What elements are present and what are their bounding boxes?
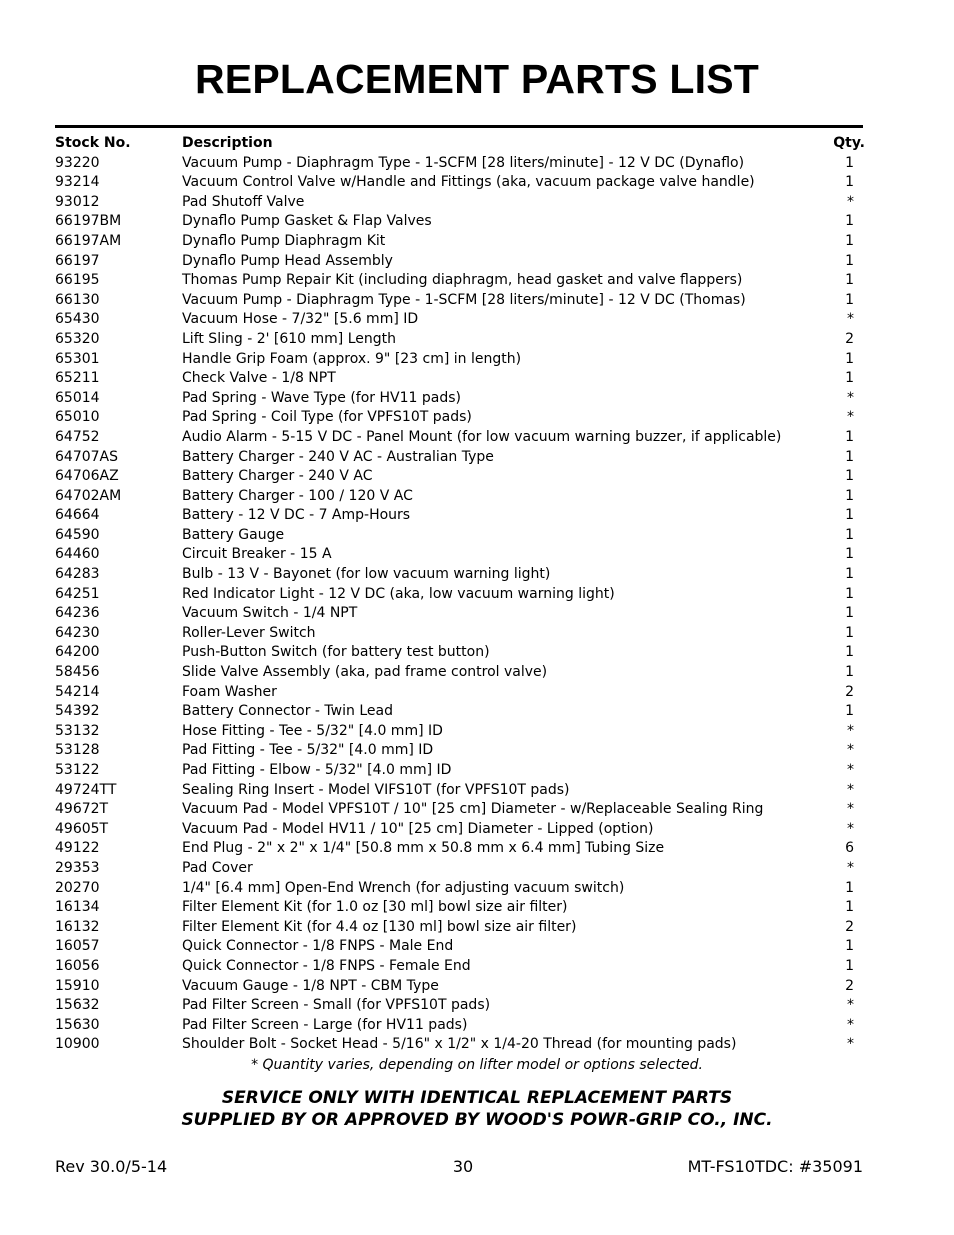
description-cell: Filter Element Kit (for 1.0 oz [30 ml] bowl size air filter) bbox=[182, 899, 568, 916]
description-cell: Pad Fitting - Elbow - 5/32" [4.0 mm] ID bbox=[182, 762, 452, 778]
parts-table bbox=[55, 134, 865, 1055]
qty-cell: 2 bbox=[845, 330, 854, 347]
qty-cell: 1 bbox=[845, 370, 854, 387]
description-cell: Foam Washer bbox=[182, 683, 277, 700]
description-cell: Battery - 12 V DC - 7 Amp-Hours bbox=[182, 507, 411, 524]
qty-cell: 1 bbox=[845, 899, 854, 916]
description-cell: Check Valve - 1/8 NPT bbox=[182, 370, 336, 387]
qty-cell: 1 bbox=[845, 879, 854, 896]
stock-no-cell: 93220 bbox=[55, 154, 100, 171]
description-cell: Vacuum Pump - Diaphragm Type - 1-SCFM [28 liters/minute] - 12 V DC (Thomas) bbox=[182, 291, 746, 308]
table-row bbox=[55, 173, 865, 193]
description-cell: Pad Filter Screen - Small (for VPFS10T pads) bbox=[182, 997, 491, 1014]
footer-revision: Rev 30.0/5-14 bbox=[55, 1157, 168, 1176]
table-row bbox=[55, 330, 865, 350]
stock-no-cell: 49122 bbox=[55, 840, 100, 857]
description-cell: 1/4" [6.4 mm] Open-End Wrench (for adjusting vacuum switch) bbox=[182, 879, 625, 896]
qty-cell: 1 bbox=[845, 252, 854, 269]
stock-no-cell: 15630 bbox=[55, 1016, 100, 1033]
qty-cell: 1 bbox=[845, 526, 854, 543]
description-cell: Quick Connector - 1/8 FNPS - Male End bbox=[182, 938, 454, 955]
table-row bbox=[55, 350, 865, 370]
footer-document-id: MT-FS10TDC: #35091 bbox=[687, 1157, 863, 1176]
stock-no-cell: 66197 bbox=[55, 252, 100, 269]
qty-cell: 1 bbox=[845, 664, 854, 681]
stock-no-cell: 65430 bbox=[55, 311, 100, 328]
table-row bbox=[55, 310, 865, 330]
description-cell: Thomas Pump Repair Kit (including diaphragm, head gasket and valve flappers) bbox=[182, 272, 743, 289]
qty-cell: 1 bbox=[845, 546, 854, 563]
footer-page-number: 30 bbox=[452, 1157, 474, 1176]
table-row bbox=[55, 800, 865, 820]
description-cell: Pad Fitting - Tee - 5/32" [4.0 mm] ID bbox=[182, 742, 434, 759]
description-cell: Hose Fitting - Tee - 5/32" [4.0 mm] ID bbox=[182, 722, 443, 739]
description-cell: Vacuum Pad - Model HV11 / 10" [25 cm] Diameter - Lipped (option) bbox=[182, 820, 654, 837]
description-cell: Vacuum Pad - Model VPFS10T / 10" [25 cm] Diameter - w/Replaceable Sealing Ring bbox=[182, 801, 764, 818]
qty-cell: 1 bbox=[845, 232, 854, 249]
stock-no-cell: 16132 bbox=[55, 918, 100, 935]
description-cell: Vacuum Pump - Diaphragm Type - 1-SCFM [28 liters/minute] - 12 V DC (Dynaflo) bbox=[182, 154, 745, 171]
service-notice bbox=[0, 1087, 954, 1131]
stock-no-cell: 64702AM bbox=[55, 487, 122, 504]
stock-no-cell: 64752 bbox=[55, 428, 100, 445]
description-cell: Push-Button Switch (for battery test button) bbox=[182, 644, 490, 661]
header-qty: Qty. bbox=[833, 135, 865, 151]
table-header bbox=[55, 134, 865, 154]
stock-no-cell: 65211 bbox=[55, 370, 100, 387]
qty-cell: 1 bbox=[845, 154, 854, 171]
stock-no-cell: 49672T bbox=[55, 801, 109, 818]
service-notice-line-1: SERVICE ONLY WITH IDENTICAL REPLACEMENT PARTS bbox=[221, 1088, 733, 1108]
qty-cell: 1 bbox=[845, 957, 854, 974]
qty-cell: 1 bbox=[845, 350, 854, 367]
stock-no-cell: 64706AZ bbox=[55, 468, 119, 485]
table-row bbox=[55, 839, 865, 859]
table-row bbox=[55, 428, 865, 448]
stock-no-cell: 65301 bbox=[55, 350, 100, 367]
qty-cell: * bbox=[847, 1036, 854, 1053]
qty-cell: 1 bbox=[845, 487, 854, 504]
stock-no-cell: 16056 bbox=[55, 957, 100, 974]
description-cell: Circuit Breaker - 15 A bbox=[182, 546, 332, 563]
qty-cell: 1 bbox=[845, 624, 854, 641]
service-notice-line-2: SUPPLIED BY OR APPROVED BY WOOD'S POWR-GRIP CO., INC. bbox=[181, 1110, 773, 1130]
header-description: Description bbox=[182, 135, 273, 151]
table-row bbox=[55, 1016, 865, 1036]
description-cell: End Plug - 2" x 2" x 1/4" [50.8 mm x 50.8 mm x 6.4 mm] Tubing Size bbox=[182, 840, 665, 857]
table-row bbox=[55, 545, 865, 565]
description-cell: Pad Cover bbox=[182, 859, 253, 876]
page-title: REPLACEMENT PARTS LIST bbox=[195, 56, 759, 102]
description-cell: Battery Charger - 100 / 120 V AC bbox=[182, 487, 413, 504]
stock-no-cell: 65320 bbox=[55, 330, 100, 347]
qty-cell: 2 bbox=[845, 977, 854, 994]
qty-cell: 1 bbox=[845, 448, 854, 465]
description-cell: Vacuum Hose - 7/32" [5.6 mm] ID bbox=[182, 311, 419, 328]
table-row bbox=[55, 996, 865, 1016]
stock-no-cell: 64200 bbox=[55, 644, 100, 661]
header-stock-no: Stock No. bbox=[55, 135, 131, 151]
stock-no-cell: 16134 bbox=[55, 899, 100, 916]
table-row bbox=[55, 722, 865, 742]
qty-cell: 1 bbox=[845, 585, 854, 602]
qty-cell: 1 bbox=[845, 566, 854, 583]
qty-cell: 2 bbox=[845, 918, 854, 935]
qty-cell: * bbox=[847, 859, 854, 876]
description-cell: Dynaflo Pump Diaphragm Kit bbox=[182, 232, 386, 249]
description-cell: Vacuum Control Valve w/Handle and Fittings (aka, vacuum package valve handle) bbox=[182, 174, 755, 191]
description-cell: Pad Spring - Wave Type (for HV11 pads) bbox=[182, 389, 461, 406]
table-row bbox=[55, 526, 865, 546]
qty-cell: 1 bbox=[845, 428, 854, 445]
table-row bbox=[55, 467, 865, 487]
description-cell: Shoulder Bolt - Socket Head - 5/16" x 1/2" x 1/4-20 Thread (for mounting pads) bbox=[182, 1036, 737, 1053]
qty-cell: 1 bbox=[845, 291, 854, 308]
table-row bbox=[55, 154, 865, 174]
table-row bbox=[55, 252, 865, 272]
table-row bbox=[55, 506, 865, 526]
table-row bbox=[55, 1035, 865, 1055]
stock-no-cell: 53132 bbox=[55, 722, 100, 739]
qty-cell: 1 bbox=[845, 703, 854, 720]
description-cell: Vacuum Gauge - 1/8 NPT - CBM Type bbox=[182, 977, 439, 994]
table-row bbox=[55, 879, 865, 899]
description-cell: Red Indicator Light - 12 V DC (aka, low vacuum warning light) bbox=[182, 585, 615, 602]
table-row bbox=[55, 898, 865, 918]
description-cell: Filter Element Kit (for 4.4 oz [130 ml] bowl size air filter) bbox=[182, 918, 577, 935]
qty-cell: 1 bbox=[845, 605, 854, 622]
stock-no-cell: 64590 bbox=[55, 526, 100, 543]
qty-cell: * bbox=[847, 722, 854, 739]
stock-no-cell: 15632 bbox=[55, 997, 100, 1014]
stock-no-cell: 66197AM bbox=[55, 232, 122, 249]
qty-cell: * bbox=[847, 762, 854, 778]
stock-no-cell: 64251 bbox=[55, 585, 100, 602]
qty-cell: * bbox=[847, 801, 854, 818]
stock-no-cell: 64707AS bbox=[55, 448, 118, 465]
table-row bbox=[55, 702, 865, 722]
stock-no-cell: 93012 bbox=[55, 193, 100, 210]
table-row bbox=[55, 781, 865, 801]
qty-cell: 6 bbox=[845, 840, 854, 857]
qty-cell: 1 bbox=[845, 174, 854, 191]
table-row bbox=[55, 643, 865, 663]
stock-no-cell: 20270 bbox=[55, 879, 100, 896]
stock-no-cell: 49724TT bbox=[55, 781, 117, 798]
description-cell: Lift Sling - 2' [610 mm] Length bbox=[182, 330, 397, 347]
table-row bbox=[55, 291, 865, 311]
stock-no-cell: 53128 bbox=[55, 742, 100, 759]
qty-cell: * bbox=[847, 820, 854, 837]
stock-no-cell: 49605T bbox=[55, 820, 109, 837]
qty-cell: * bbox=[847, 742, 854, 759]
description-cell: Battery Connector - Twin Lead bbox=[182, 703, 393, 720]
qty-cell: * bbox=[847, 409, 854, 426]
stock-no-cell: 64283 bbox=[55, 566, 100, 583]
stock-no-cell: 66195 bbox=[55, 272, 100, 289]
table-row bbox=[55, 565, 865, 585]
stock-no-cell: 64230 bbox=[55, 624, 100, 641]
table-row bbox=[55, 604, 865, 624]
description-cell: Pad Shutoff Valve bbox=[182, 193, 305, 210]
description-cell: Audio Alarm - 5-15 V DC - Panel Mount (for low vacuum warning buzzer, if applicable) bbox=[182, 428, 782, 445]
stock-no-cell: 16057 bbox=[55, 938, 100, 955]
description-cell: Battery Charger - 240 V AC - Australian Type bbox=[182, 448, 494, 465]
description-cell: Battery Gauge bbox=[182, 526, 285, 543]
description-cell: Pad Filter Screen - Large (for HV11 pads) bbox=[182, 1016, 468, 1033]
qty-cell: 1 bbox=[845, 507, 854, 524]
quantity-footnote: * Quantity varies, depending on lifter model or options selected. bbox=[251, 1057, 703, 1073]
table-row bbox=[55, 487, 865, 507]
stock-no-cell: 58456 bbox=[55, 664, 100, 681]
stock-no-cell: 66197BM bbox=[55, 213, 122, 230]
table-row bbox=[55, 369, 865, 389]
qty-cell: * bbox=[847, 193, 854, 210]
qty-cell: 1 bbox=[845, 468, 854, 485]
table-row bbox=[55, 937, 865, 957]
stock-no-cell: 29353 bbox=[55, 859, 100, 876]
description-cell: Pad Spring - Coil Type (for VPFS10T pads) bbox=[182, 409, 472, 426]
stock-no-cell: 54214 bbox=[55, 683, 100, 700]
qty-cell: 1 bbox=[845, 644, 854, 661]
description-cell: Roller-Lever Switch bbox=[182, 624, 316, 641]
stock-no-cell: 64664 bbox=[55, 507, 100, 524]
table-row bbox=[55, 448, 865, 468]
stock-no-cell: 15910 bbox=[55, 977, 100, 994]
table-row bbox=[55, 918, 865, 938]
description-cell: Handle Grip Foam (approx. 9" [23 cm] in length) bbox=[182, 350, 522, 367]
description-cell: Quick Connector - 1/8 FNPS - Female End bbox=[182, 957, 471, 974]
table-row bbox=[55, 624, 865, 644]
stock-no-cell: 65014 bbox=[55, 389, 100, 406]
table-row bbox=[55, 820, 865, 840]
table-row bbox=[55, 683, 865, 703]
qty-cell: * bbox=[847, 311, 854, 328]
description-cell: Dynaflo Pump Head Assembly bbox=[182, 252, 393, 269]
stock-no-cell: 65010 bbox=[55, 409, 100, 426]
stock-no-cell: 64236 bbox=[55, 605, 100, 622]
description-cell: Dynaflo Pump Gasket & Flap Valves bbox=[182, 213, 432, 230]
stock-no-cell: 66130 bbox=[55, 291, 100, 308]
table-row bbox=[55, 271, 865, 291]
qty-cell: * bbox=[847, 781, 854, 798]
qty-cell: * bbox=[847, 389, 854, 406]
description-cell: Vacuum Switch - 1/4 NPT bbox=[182, 605, 358, 622]
table-row bbox=[55, 663, 865, 683]
stock-no-cell: 53122 bbox=[55, 762, 100, 778]
table-row bbox=[55, 957, 865, 977]
parts-rows bbox=[55, 154, 865, 1055]
description-cell: Sealing Ring Insert - Model VIFS10T (for VPFS10T pads) bbox=[182, 781, 570, 798]
qty-cell: 2 bbox=[845, 683, 854, 700]
table-row bbox=[55, 193, 865, 213]
stock-no-cell: 93214 bbox=[55, 174, 100, 191]
title-rule bbox=[55, 125, 863, 128]
qty-cell: 1 bbox=[845, 272, 854, 289]
table-row bbox=[55, 977, 865, 997]
table-row bbox=[55, 389, 865, 409]
description-cell: Bulb - 13 V - Bayonet (for low vacuum warning light) bbox=[182, 566, 551, 583]
description-cell: Battery Charger - 240 V AC bbox=[182, 468, 373, 485]
table-row bbox=[55, 212, 865, 232]
table-row bbox=[55, 741, 865, 761]
qty-cell: * bbox=[847, 1016, 854, 1033]
description-cell: Slide Valve Assembly (aka, pad frame control valve) bbox=[182, 664, 548, 681]
qty-cell: 1 bbox=[845, 938, 854, 955]
qty-cell: * bbox=[847, 997, 854, 1014]
stock-no-cell: 54392 bbox=[55, 703, 100, 720]
stock-no-cell: 64460 bbox=[55, 546, 100, 563]
qty-cell: 1 bbox=[845, 213, 854, 230]
stock-no-cell: 10900 bbox=[55, 1036, 100, 1053]
table-row bbox=[55, 408, 865, 428]
table-row bbox=[55, 761, 865, 781]
table-row bbox=[55, 859, 865, 879]
table-row bbox=[55, 232, 865, 252]
table-row bbox=[55, 585, 865, 605]
